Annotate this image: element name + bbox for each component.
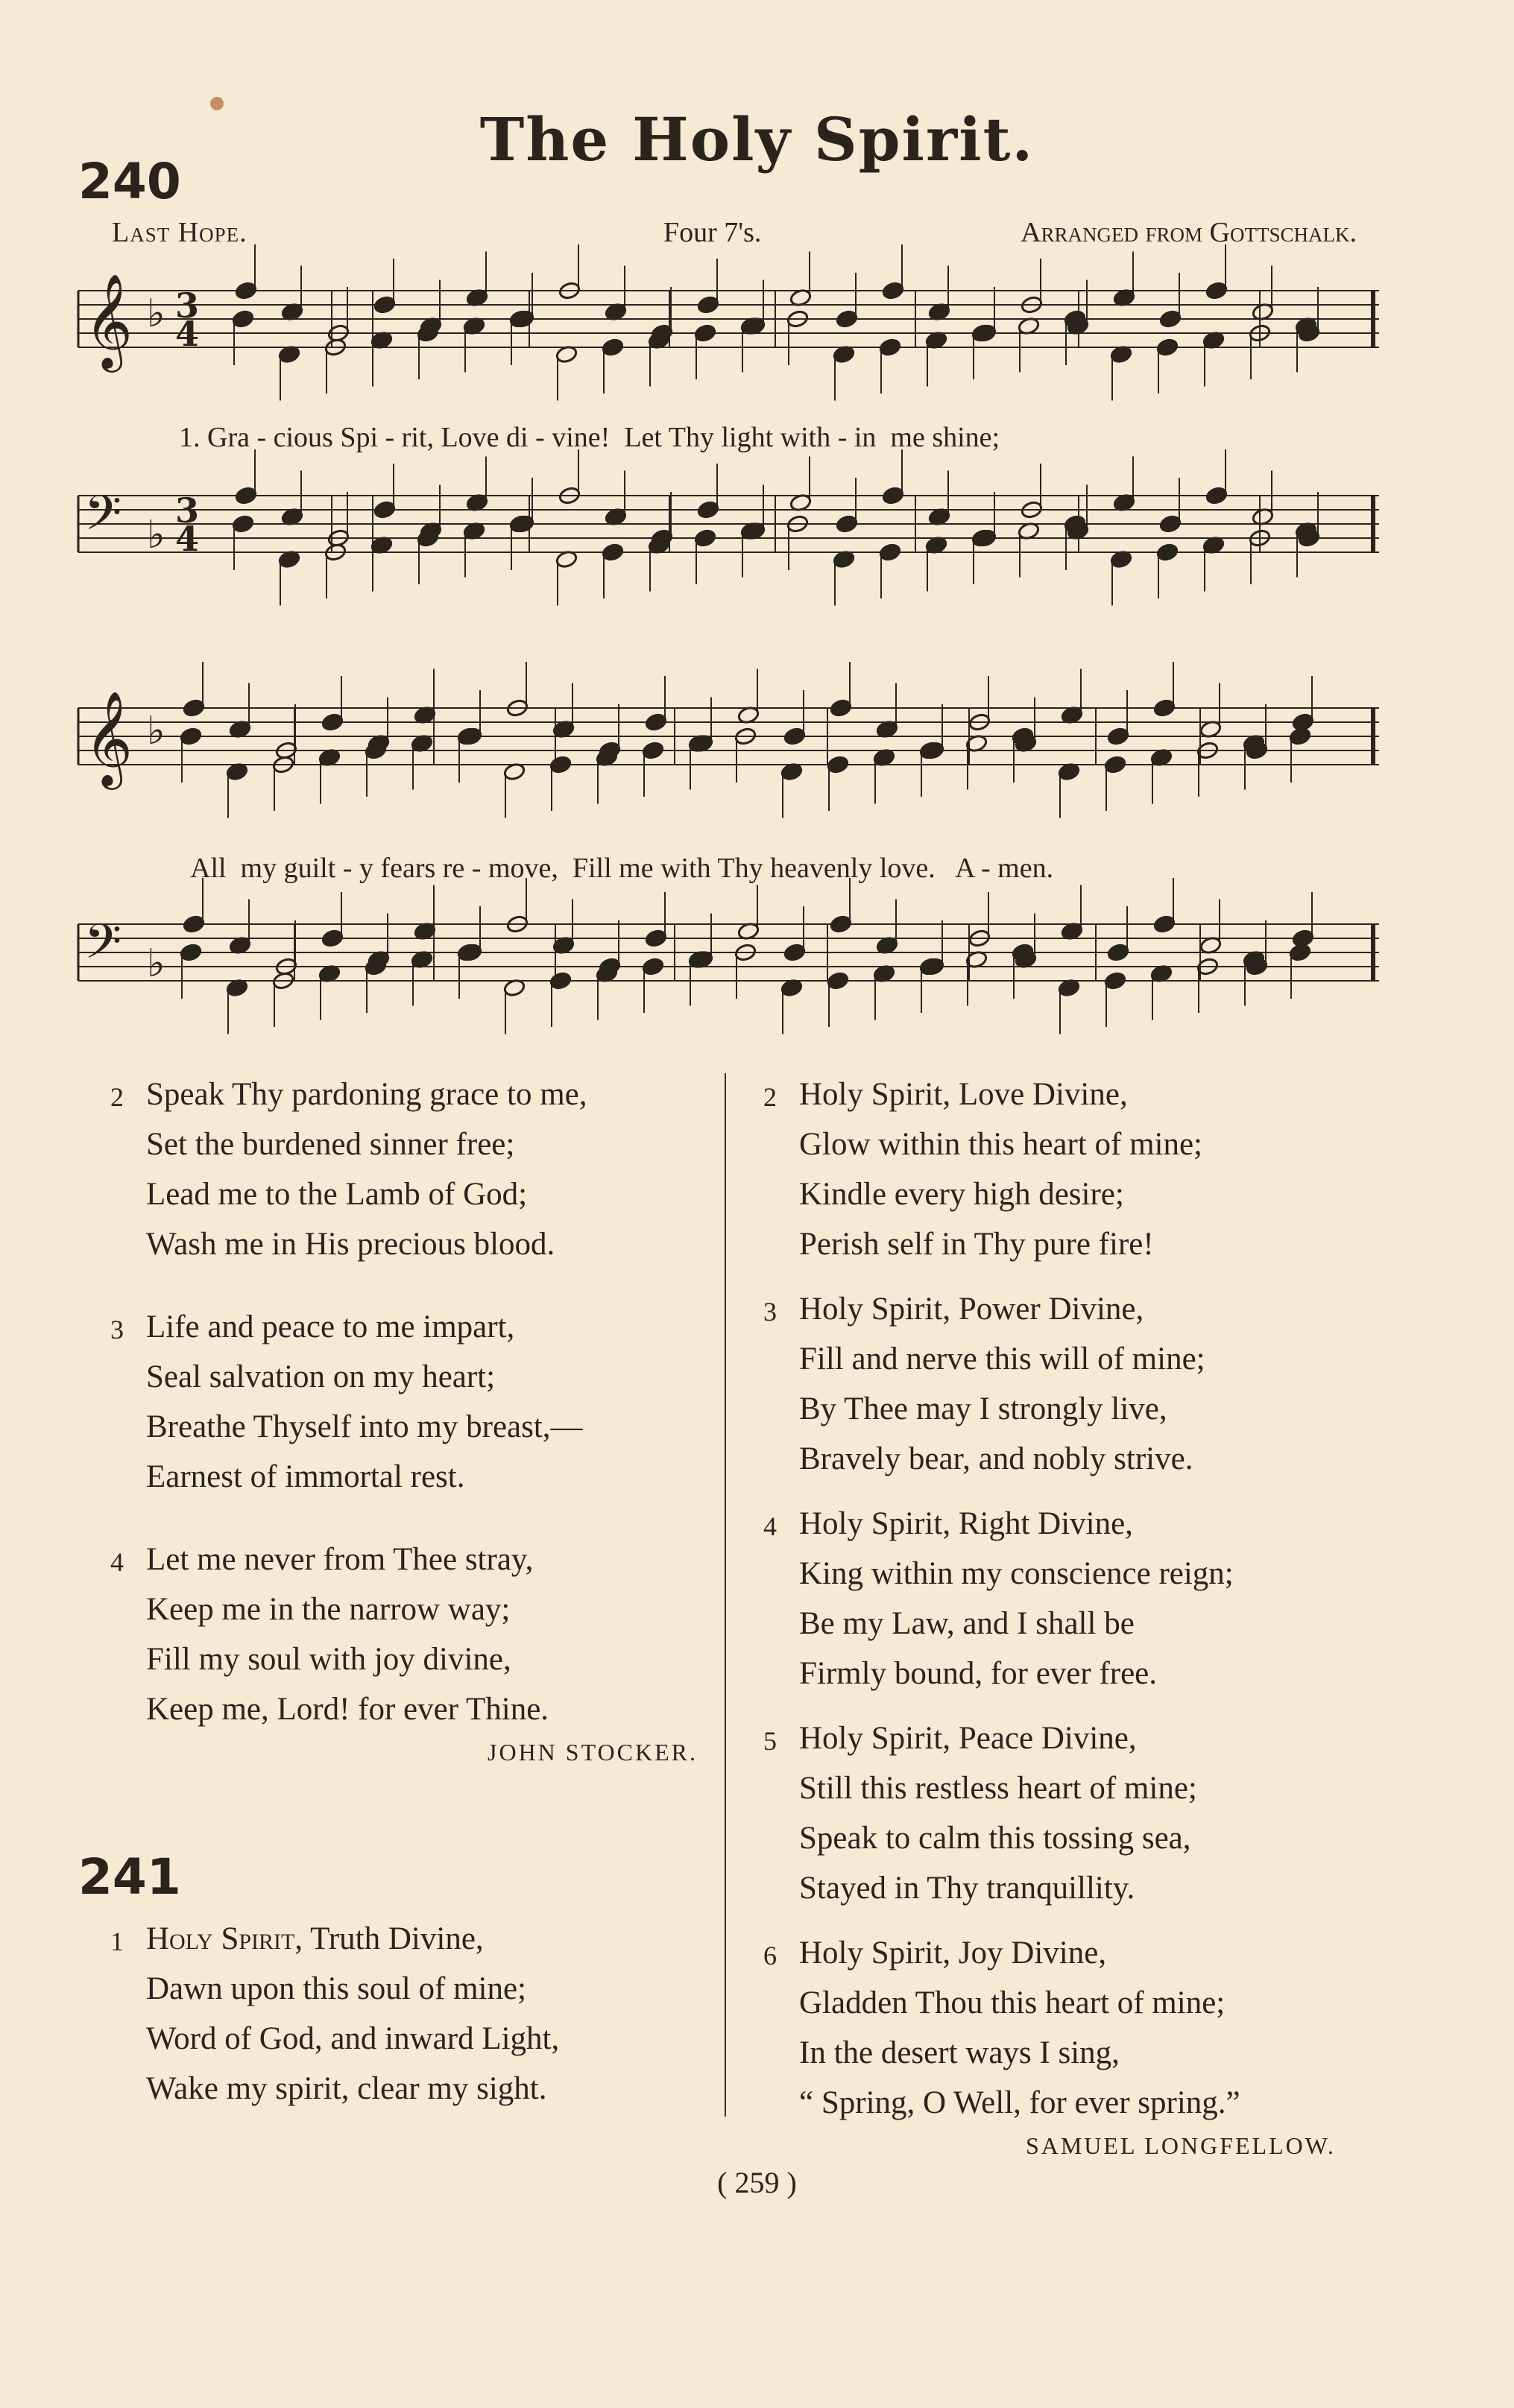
notehead	[882, 281, 905, 300]
flat-sign: ♭	[147, 709, 165, 753]
notehead	[1107, 943, 1130, 962]
verse-line: Let me never from Thee stray,	[146, 1542, 534, 1577]
verse-240-4	[110, 1535, 698, 1734]
flat-sign: ♭	[147, 291, 165, 336]
verse-241-5	[763, 1713, 1351, 1913]
bass-clef: 𝄢	[84, 486, 122, 553]
notehead	[694, 528, 717, 548]
verse-240-3	[110, 1302, 698, 1502]
notehead	[1107, 727, 1130, 746]
notehead	[602, 338, 625, 357]
verse-line: Gladden Thou this heart of mine;	[799, 1985, 1226, 2020]
hymn-241-verse-1-col	[110, 1914, 698, 2114]
verse-241-4	[763, 1499, 1351, 1698]
column-divider	[725, 1073, 726, 2117]
treble-clef: 𝄞	[84, 690, 133, 786]
verse-line: In the desert ways I sing,	[799, 2035, 1120, 2070]
notehead	[879, 543, 902, 562]
verse-line: Be my Law, and I shall be	[799, 1606, 1135, 1641]
time-signature-top: 3	[175, 285, 200, 326]
lyric-line-2: All my guilt - y fears re - move, Fill me with Thy heavenly love. A - men.	[190, 853, 1054, 884]
tune-name: Last Hope.	[112, 217, 247, 248]
notehead	[235, 486, 258, 505]
author-241: SAMUEL LONGFELLOW.	[1025, 2132, 1336, 2159]
notehead	[830, 914, 853, 934]
verse-line: Life and peace to me impart,	[146, 1309, 515, 1344]
page-title: The Holy Spirit.	[479, 104, 1035, 174]
hymn-241-verses-right	[763, 1069, 1351, 2161]
notehead	[1289, 943, 1312, 962]
notehead	[549, 971, 573, 990]
hymn-240-verses	[110, 1069, 698, 1767]
lyric-line-1: 1. Gra - cious Spi - rit, Love di - vine! Let Thy light with - in me shine;	[179, 422, 1000, 453]
verse-line: Kindle every high desire;	[799, 1177, 1124, 1212]
notehead	[783, 943, 807, 962]
notehead	[180, 727, 203, 746]
verse-line: Holy Spirit, Peace Divine,	[799, 1721, 1137, 1756]
author-240: JOHN STOCKER.	[488, 1739, 698, 1766]
time-signature-top: 3	[175, 490, 200, 531]
notehead	[1153, 698, 1176, 718]
notehead	[232, 309, 255, 329]
time-signature-bottom: 4	[175, 314, 200, 354]
notehead	[642, 957, 665, 976]
verse-line: Set the burdened sinner free;	[146, 1127, 515, 1162]
verse-number: 4	[763, 1511, 777, 1541]
notehead	[882, 486, 905, 505]
verse-number: 6	[763, 1941, 777, 1971]
verse-line: Holy Spirit, Power Divine,	[799, 1292, 1144, 1327]
verse-line: Stayed in Thy tranquillity.	[799, 1871, 1135, 1906]
notehead	[645, 712, 668, 732]
verse-number: 2	[110, 1082, 124, 1112]
notehead	[836, 309, 859, 329]
verse-line: Still this restless heart of mine;	[799, 1771, 1197, 1806]
flat-sign: ♭	[147, 513, 165, 557]
notehead	[1159, 309, 1182, 329]
notehead	[1104, 755, 1127, 774]
hymn-number-241: 241	[78, 1848, 181, 1906]
notehead	[1159, 514, 1182, 534]
verse-line	[146, 1914, 698, 1964]
time-signature-bottom: 4	[175, 519, 200, 559]
notehead	[183, 698, 206, 718]
notehead	[1156, 543, 1179, 562]
notehead	[1156, 338, 1179, 357]
notehead	[321, 712, 344, 732]
verse-number: 3	[763, 1297, 777, 1327]
verse-line-rest: Truth Divine,	[303, 1921, 484, 1956]
verse-line: Lead me to the Lamb of God;	[146, 1177, 528, 1212]
verse-number: 1	[110, 1927, 124, 1956]
notehead	[235, 281, 258, 300]
notehead	[1104, 971, 1127, 990]
notehead	[827, 755, 850, 774]
notehead	[783, 727, 807, 746]
verse-241-1	[110, 1914, 698, 2114]
notehead	[827, 971, 850, 990]
notehead	[180, 943, 203, 962]
notehead	[1205, 281, 1228, 300]
verse-line: Speak to calm this tossing sea,	[799, 1821, 1191, 1856]
notehead	[645, 929, 668, 948]
verse-line: Keep me in the narrow way;	[146, 1592, 511, 1627]
verse-line: Speak Thy pardoning grace to me,	[146, 1077, 587, 1112]
notehead	[830, 698, 853, 718]
notehead	[879, 338, 902, 357]
verse-line: Bravely bear, and nobly strive.	[799, 1441, 1193, 1476]
music-score	[0, 0, 1514, 1043]
arranger: Arranged from Gottschalk.	[1021, 217, 1357, 248]
notehead	[183, 914, 206, 934]
verse-line: Glow within this heart of mine;	[799, 1127, 1203, 1162]
notehead	[602, 543, 625, 562]
verse-line: Keep me, Lord! for ever Thine.	[146, 1692, 549, 1727]
verse-line: Dawn upon this soul of mine;	[146, 1971, 526, 2006]
notehead	[549, 755, 573, 774]
notehead	[321, 929, 344, 948]
verse-line: King within my conscience reign;	[799, 1556, 1234, 1591]
notehead	[1205, 486, 1228, 505]
verse-241-3	[763, 1284, 1351, 1484]
meter: Four 7's.	[663, 217, 762, 248]
verse-line: Earnest of immortal rest.	[146, 1459, 465, 1494]
notehead	[373, 295, 397, 315]
verse-line: Breathe Thyself into my breast,—	[146, 1409, 583, 1444]
verse-line: Firmly bound, for ever free.	[799, 1656, 1158, 1691]
verse-number: 4	[110, 1547, 124, 1577]
verse-lead: Holy Spirit,	[146, 1921, 303, 1956]
verse-line: Seal salvation on my heart;	[146, 1359, 496, 1394]
verse-line: Fill my soul with joy divine,	[146, 1642, 511, 1677]
notehead	[1289, 727, 1312, 746]
verse-line: Holy Spirit, Joy Divine,	[799, 1935, 1107, 1971]
hymn-number-240: 240	[78, 153, 181, 210]
verse-line: Holy Spirit, Right Divine,	[799, 1506, 1133, 1541]
notehead	[697, 295, 720, 315]
verse-line: “ Spring, O Well, for ever spring.”	[799, 2085, 1240, 2120]
notehead	[1153, 914, 1176, 934]
verse-241-2	[763, 1069, 1351, 1269]
notehead	[642, 741, 665, 760]
verse-line: Perish self in Thy pure fire!	[799, 1227, 1154, 1262]
verse-line: Word of God, and inward Light,	[146, 2021, 560, 2056]
verse-line: Holy Spirit, Love Divine,	[799, 1077, 1128, 1112]
treble-clef: 𝄞	[84, 273, 133, 368]
verse-240-2	[110, 1069, 698, 1269]
bass-clef: 𝄢	[84, 914, 122, 982]
notehead	[694, 323, 717, 343]
page-number: ( 259 )	[717, 2166, 797, 2199]
verse-number: 3	[110, 1315, 124, 1344]
notehead	[232, 514, 255, 534]
verse-line: Wake my spirit, clear my sight.	[146, 2071, 547, 2106]
notehead	[697, 500, 720, 519]
verse-line: By Thee may I strongly live,	[799, 1391, 1167, 1426]
verse-number: 2	[763, 1082, 777, 1112]
verse-number: 5	[763, 1726, 777, 1756]
verse-line: Fill and nerve this will of mine;	[799, 1342, 1205, 1377]
verse-241-6	[763, 1928, 1351, 2128]
verse-line: Wash me in His precious blood.	[146, 1227, 555, 1262]
notehead	[836, 514, 859, 534]
flat-sign: ♭	[147, 941, 165, 986]
notehead	[373, 500, 397, 519]
